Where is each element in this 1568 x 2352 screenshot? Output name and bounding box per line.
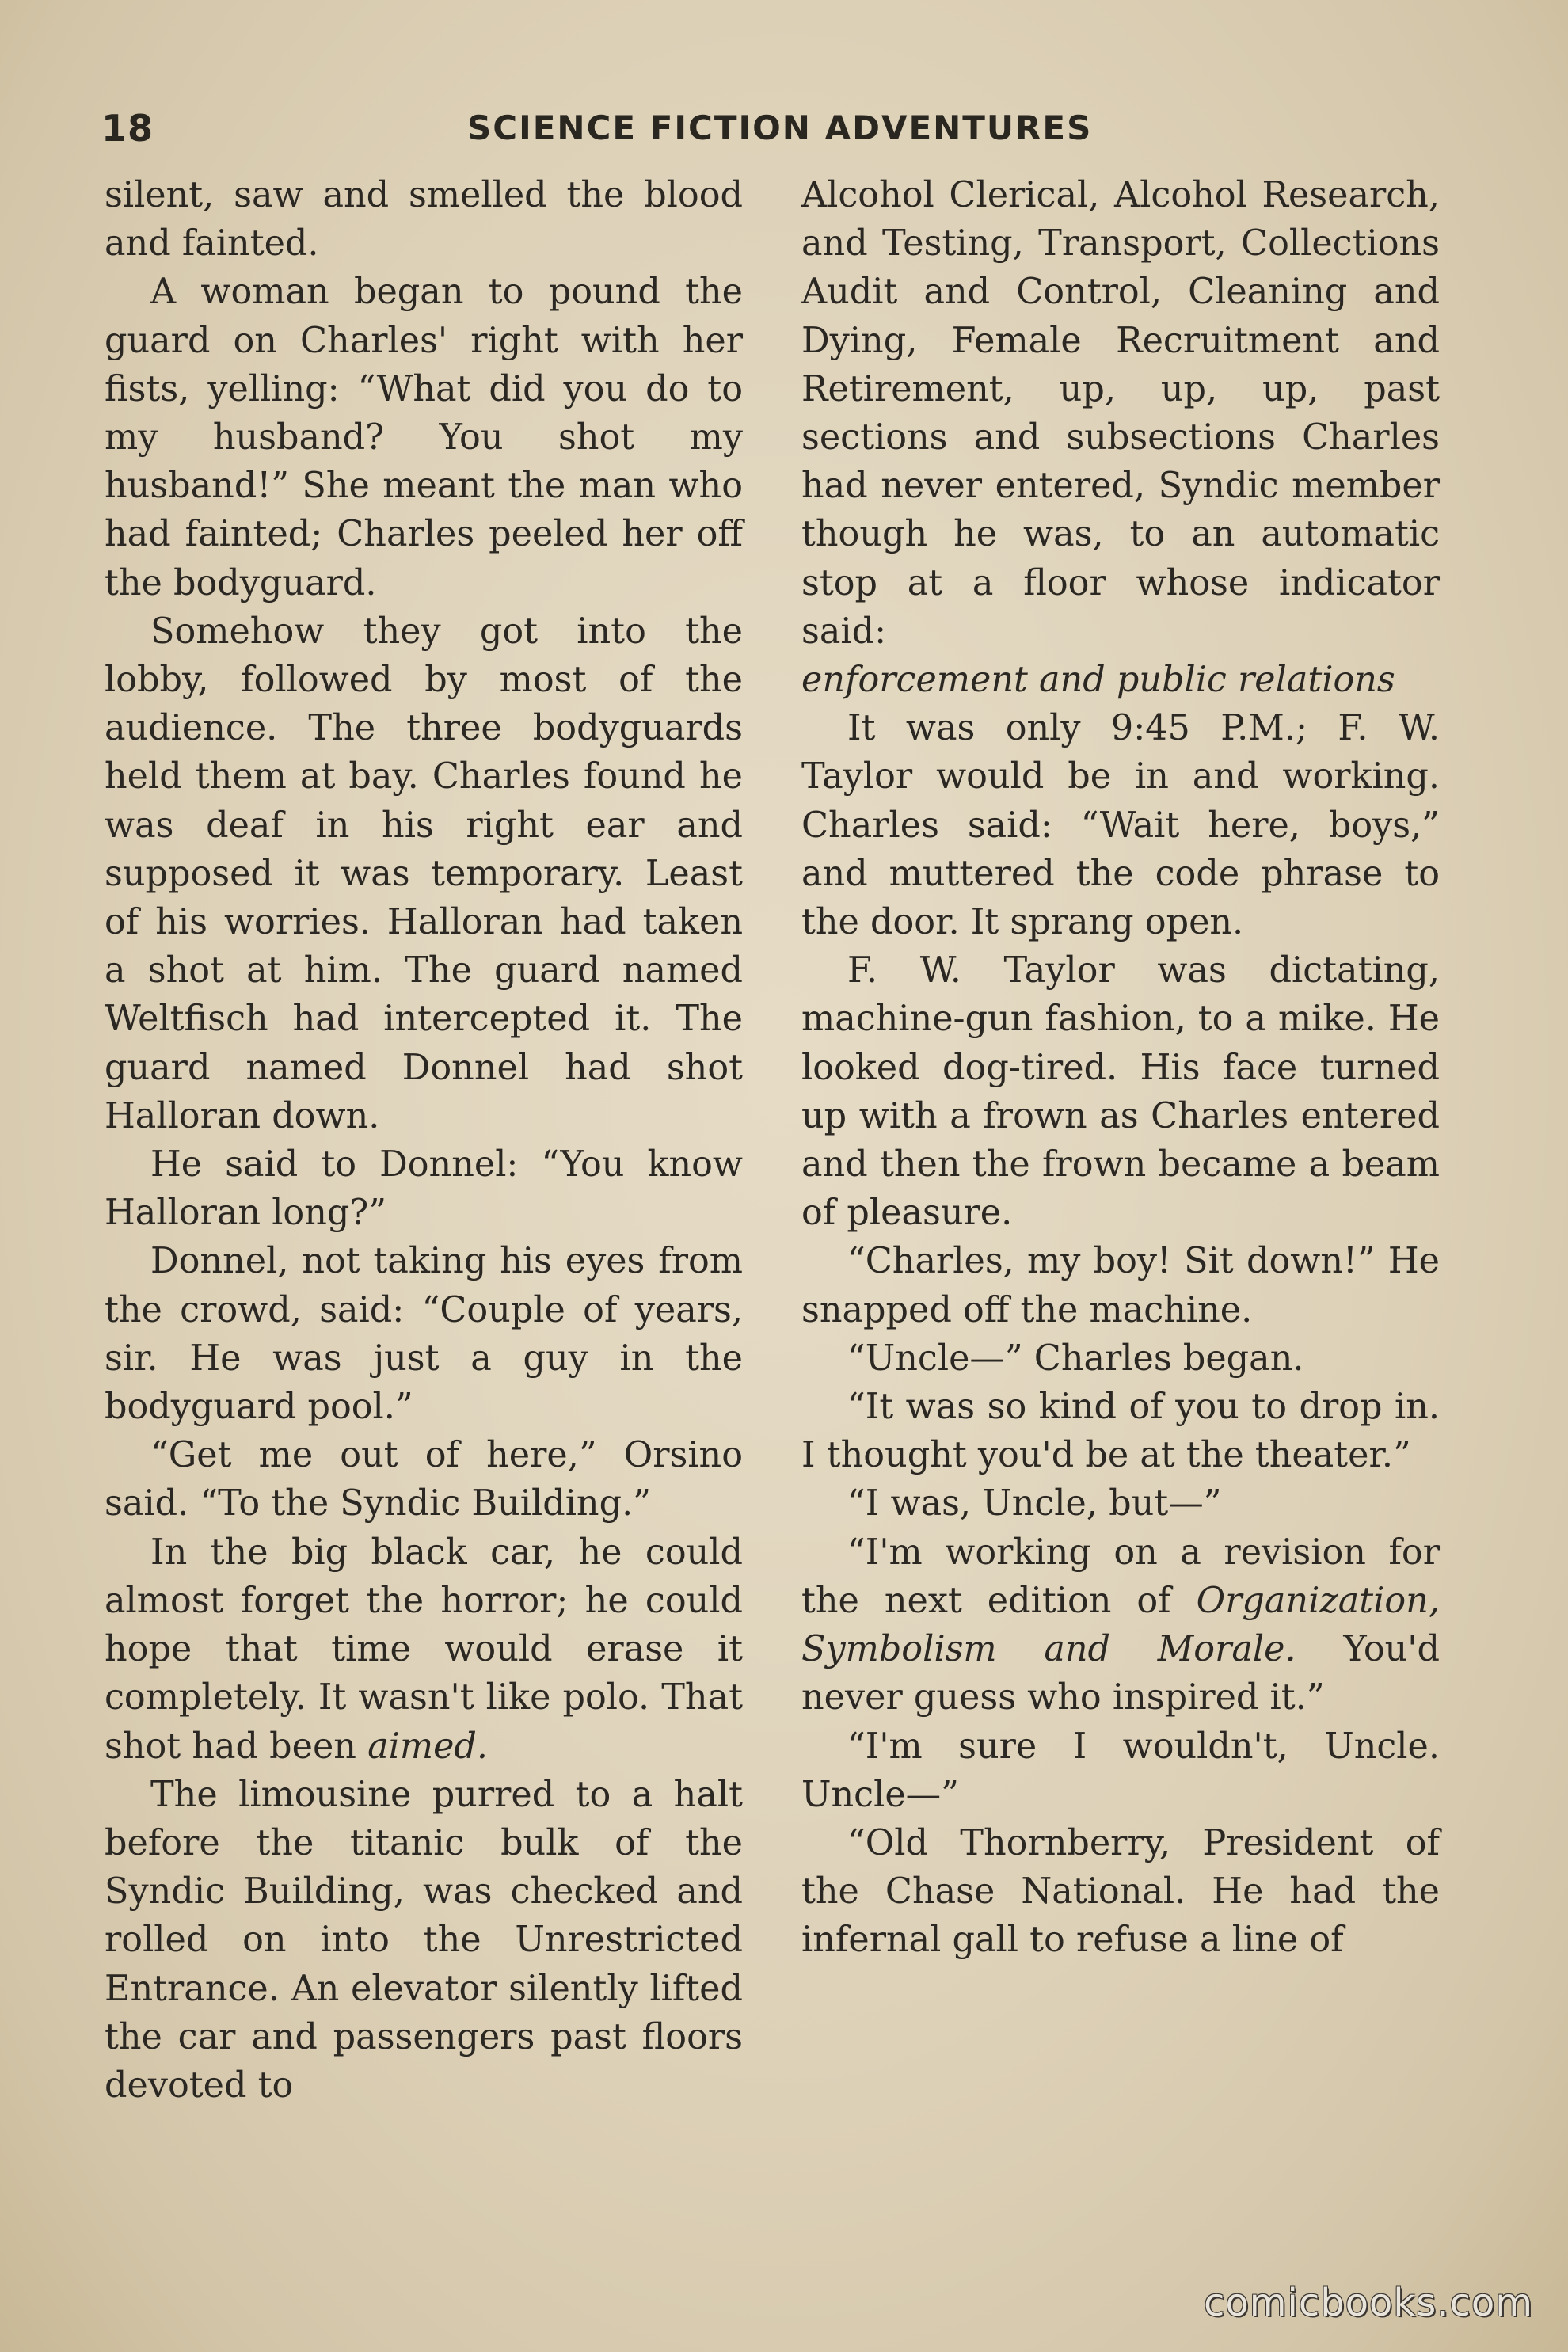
paragraph: Alcohol Clerical, Alcohol Research, and Testing, Transport, Collections Audit and Control, Cleaning and Dying, Female Recruitment and Retirement, up, up, up, past sections and subsections Charles had never entered, Syndic member though he was, to an automatic stop at a floor whose indicator said: [801, 175, 1440, 652]
paragraph: Somehow they got into the lobby, followed by most of the audience. The three bodyguards held them at bay. Charles found he was deaf in his right ear and supposed it was temporary. Least of his worries. Halloran had taken a shot at him. The guard named Weltfisch had intercepted it. The guard named Donnel had shot Halloran down. [105, 611, 743, 1136]
paragraph-text: “I'm working on a revision for the next edition of [801, 1532, 1440, 1621]
paragraph: “I'm sure I wouldn't, Uncle. Uncle—” [801, 1726, 1440, 1815]
paragraph: “Charles, my boy! Sit down!” He snapped off the machine. [801, 1241, 1440, 1330]
paragraph: “I was, Uncle, but—” [847, 1483, 1222, 1524]
paragraph: “Old Thornberry, President of the Chase National. He had the infernal gall to refuse a line of [801, 1822, 1440, 1961]
paragraph-text: In the big black car, he could almost forget the horror; he could hope that time would erase it completely. It wasn't like polo. That shot had been [105, 1532, 743, 1767]
paragraph: A woman began to pound the guard on Charles' right with her fists, yelling: “What did you do to my husband? You shot my husband!” She meant the man who had fainted; Charles peeled her off the bodyguard. [105, 272, 743, 603]
paragraph: “Uncle—” Charles began. [847, 1338, 1304, 1379]
page-header [101, 97, 1479, 160]
paragraph: He said to Donnel: “You know Halloran long?” [105, 1144, 743, 1234]
paragraph: “Get me out of here,” Orsino said. “To the Syndic Building.” [105, 1435, 743, 1524]
page-number: 18 [101, 107, 154, 150]
paragraph: F. W. Taylor was dictating, machine-gun fashion, to a mike. He looked dog-tired. His face turned up with a frown as Charles entered and then the frown became a beam of pleasure. [801, 950, 1440, 1234]
left-column [105, 171, 743, 2110]
running-title: SCIENCE FICTION ADVENTURES [467, 108, 1093, 147]
paragraph [801, 1528, 1440, 1722]
paragraph-text: You'd never guess who inspired it.” [801, 1629, 1440, 1718]
watermark: comicbooks.com [1203, 2281, 1533, 2325]
paragraph: “It was so kind of you to drop in. I thought you'd be at the theater.” [801, 1387, 1440, 1476]
paragraph: silent, saw and smelled the blood and fainted. [105, 175, 743, 265]
floor-indicator-text: enforcement and public relations [801, 660, 1395, 701]
paragraph: The limousine purred to a halt before the titanic bulk of the Syndic Building, was checked and rolled on into the Unrestricted Entrance. An elevator silently lifted the car and passengers past floors devoted to [105, 1774, 743, 2106]
paragraph: It was only 9:45 P.M.; F. W. Taylor would be in and working. Charles said: “Wait here, boys,” and muttered the code phrase to the door. It sprang open. [801, 708, 1440, 943]
emphasis: Organization, Symbolism and Morale. [801, 1580, 1440, 1670]
right-column [801, 171, 1440, 1965]
paragraph [105, 1528, 743, 1771]
emphasis: aimed. [367, 1726, 489, 1767]
paragraph: Donnel, not taking his eyes from the crowd, said: “Couple of years, sir. He was just a guy in the bodyguard pool.” [105, 1241, 743, 1428]
